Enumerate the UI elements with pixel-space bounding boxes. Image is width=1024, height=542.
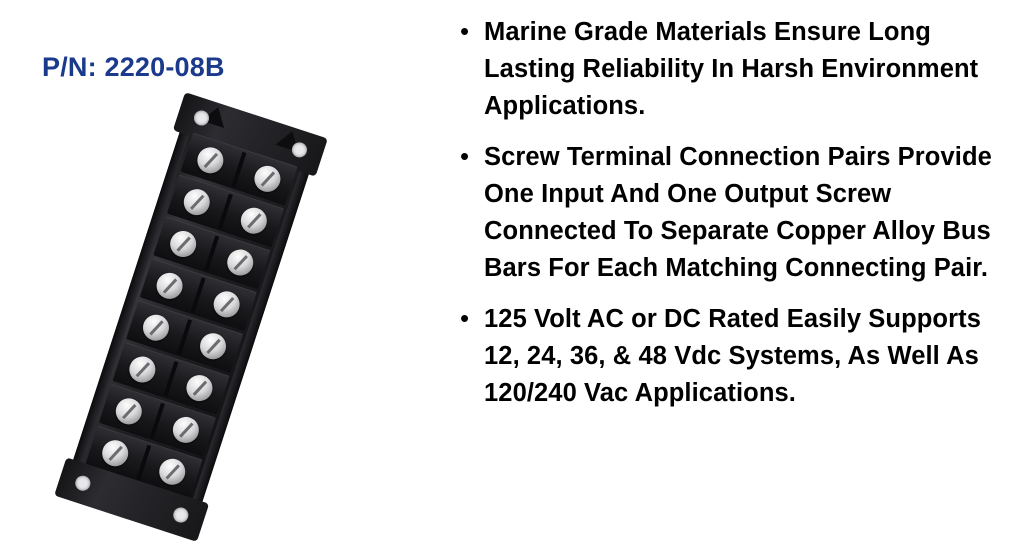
row-divider <box>163 361 178 396</box>
screw-icon <box>224 246 257 279</box>
product-image-panel <box>0 0 450 512</box>
row-divider <box>136 445 151 480</box>
list-item <box>460 301 1008 412</box>
screw-icon <box>156 455 189 488</box>
row-divider <box>191 277 206 312</box>
terminal-block-graphic <box>77 122 304 512</box>
screw-icon <box>167 228 200 261</box>
row-divider <box>231 152 246 187</box>
feature-text: Marine Grade Materials Ensure Long Lasting Reliability In Harsh Environment Applications. <box>484 18 979 120</box>
screw-icon <box>169 414 202 447</box>
row-divider <box>204 236 219 271</box>
bullet-icon: • <box>460 303 470 333</box>
screw-icon <box>183 372 216 405</box>
screw-icon <box>251 162 284 195</box>
screw-icon <box>112 395 145 428</box>
screw-icon <box>237 204 270 237</box>
bullet-icon: • <box>460 16 470 46</box>
row-divider <box>218 194 233 229</box>
mounting-hole-icon <box>73 474 92 493</box>
screw-icon <box>210 288 243 321</box>
list-item <box>460 139 1008 287</box>
feature-text: 125 Volt AC or DC Rated Easily Supports 12, 24, 36, & 48 Vdc Systems, As Well As 120/240 Vac Applications. <box>484 305 982 407</box>
terminal-rows <box>80 129 302 504</box>
feature-text: Screw Terminal Connection Pairs Provide One Input And One Output Screw Connected To Separate Copper Alloy Bus Bars For Each Matching Connecting Pair. <box>484 143 992 282</box>
mounting-hole-icon <box>171 506 190 525</box>
screw-icon <box>153 269 186 302</box>
part-number-label: P/N: 2220-08B <box>42 52 225 82</box>
bullet-icon: • <box>460 141 470 171</box>
screw-icon <box>126 353 159 386</box>
terminal-block-image <box>60 95 390 505</box>
screw-icon <box>140 311 173 344</box>
screw-icon <box>180 186 213 219</box>
screw-icon <box>197 330 230 363</box>
row-divider <box>177 319 192 354</box>
feature-list <box>460 14 1008 426</box>
screw-icon <box>194 144 227 177</box>
list-item <box>460 14 1008 125</box>
screw-icon <box>99 437 132 470</box>
row-divider <box>150 403 165 438</box>
